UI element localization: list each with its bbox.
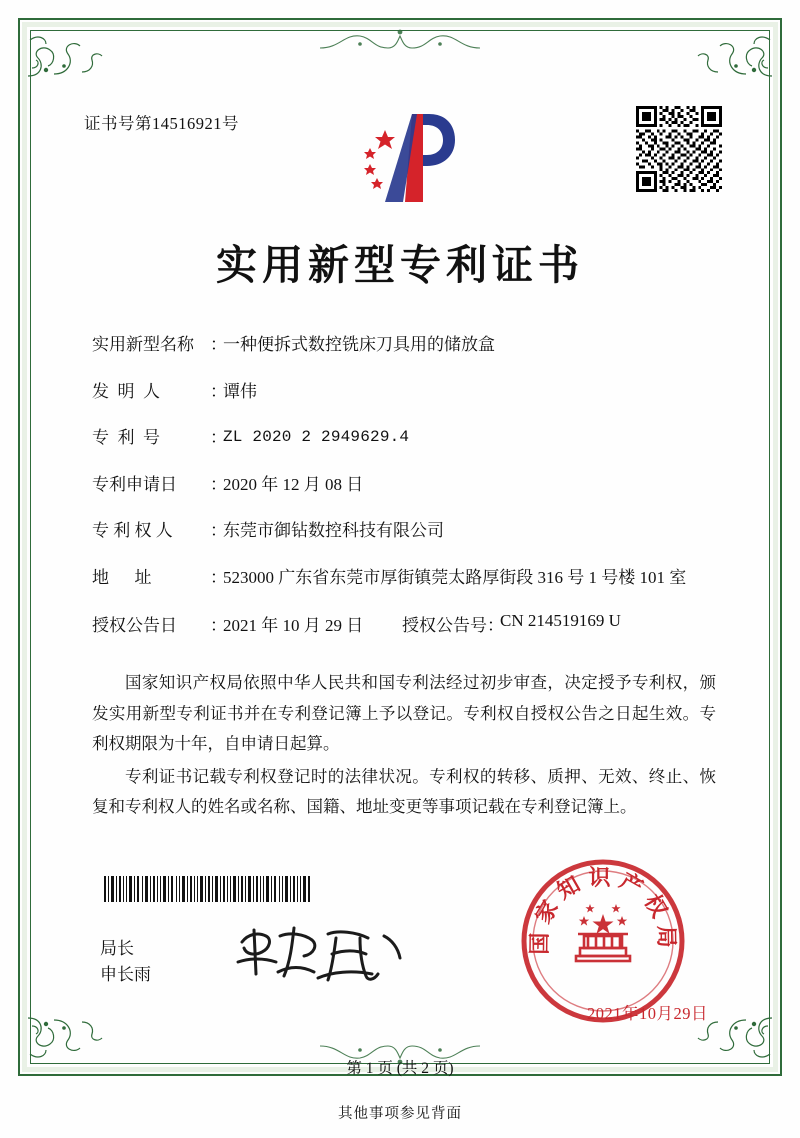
field-value-inventor: 谭伟 — [223, 381, 257, 401]
footer-note: 其他事项参见背面 — [338, 1106, 462, 1122]
field-row — [92, 379, 716, 405]
director-title-label: 局长 — [100, 939, 134, 958]
barcode-icon — [104, 876, 312, 902]
page-title: 实用新型专利证书 — [216, 241, 584, 289]
field-colon: ： — [210, 428, 227, 447]
field-value-invention-name: 一种便拆式数控铣床刀具用的储放盒 — [223, 335, 495, 354]
field-row — [92, 518, 716, 544]
field-row-dual — [92, 611, 716, 636]
field-label: 授权公告号 — [402, 616, 487, 635]
field-value-patent-number: ZL 2020 2 2949629.4 — [223, 428, 410, 446]
field-colon: ： — [210, 381, 227, 401]
field-label: 专 利 权 人 — [92, 521, 173, 540]
field-colon: ： — [210, 567, 227, 587]
field-list — [92, 332, 716, 657]
field-colon: ： — [487, 616, 504, 635]
field-row — [92, 332, 716, 358]
edge-ornament-icon — [300, 24, 500, 58]
legal-text — [92, 668, 716, 825]
certificate-number: 证书号第14516921号 — [84, 114, 239, 133]
handwritten-signature-icon — [232, 918, 412, 990]
field-label: 授权公告日 — [92, 616, 177, 635]
field-label: 专利申请日 — [92, 474, 177, 494]
cnipa-logo-icon — [355, 108, 470, 208]
field-label: 地 址 — [92, 567, 152, 587]
field-colon: ： — [210, 616, 227, 635]
field-colon: ： — [210, 474, 227, 494]
field-colon: ： — [210, 521, 227, 540]
page-number: 第 1 页 (共 2 页) — [346, 1060, 454, 1077]
field-row — [92, 425, 716, 451]
field-label: 发 明 人 — [92, 381, 160, 401]
paragraph-1: 国家知识产权局依照中华人民共和国专利法经过初步审查，决定授予专利权，颁发实用新型专利证书并在专利登记簿上予以登记。专利权自授权公告之日起生效。专利权期限为十年，自申请日起算。 — [92, 673, 716, 754]
field-value-patentee: 东莞市御钻数控科技有限公司 — [223, 521, 444, 540]
svg-text:国家知识产权局: 国家知识产权局 — [526, 865, 680, 955]
field-value-publication-number: CN 214519169 U — [500, 611, 621, 630]
field-colon: ： — [210, 335, 227, 354]
field-value-grant-date: 2021 年 10 月 29 日 — [223, 616, 364, 635]
field-value-address: 523000 广东省东莞市厚街镇莞太路厚街段 316 号 1 号楼 101 室 — [223, 567, 687, 587]
field-label: 专 利 号 — [92, 428, 160, 447]
field-label: 实用新型名称 — [92, 335, 194, 354]
field-value-application-date: 2020 年 12 月 08 日 — [223, 474, 364, 494]
director-name-label: 申长雨 — [100, 965, 151, 985]
seal-date: 2021年10月29日 — [587, 1004, 708, 1023]
field-row — [92, 472, 716, 498]
signature-labels — [100, 936, 151, 989]
field-row — [92, 565, 716, 591]
qr-code-icon — [636, 106, 722, 192]
corner-ornament-icon — [24, 24, 116, 82]
paragraph-2: 专利证书记载专利权登记时的法律状况。专利权的转移、质押、无效、终止、恢复和专利权人的姓名或名称、国籍、地址变更等事项记载在专利登记簿上。 — [92, 766, 716, 817]
corner-ornament-icon — [684, 24, 776, 82]
